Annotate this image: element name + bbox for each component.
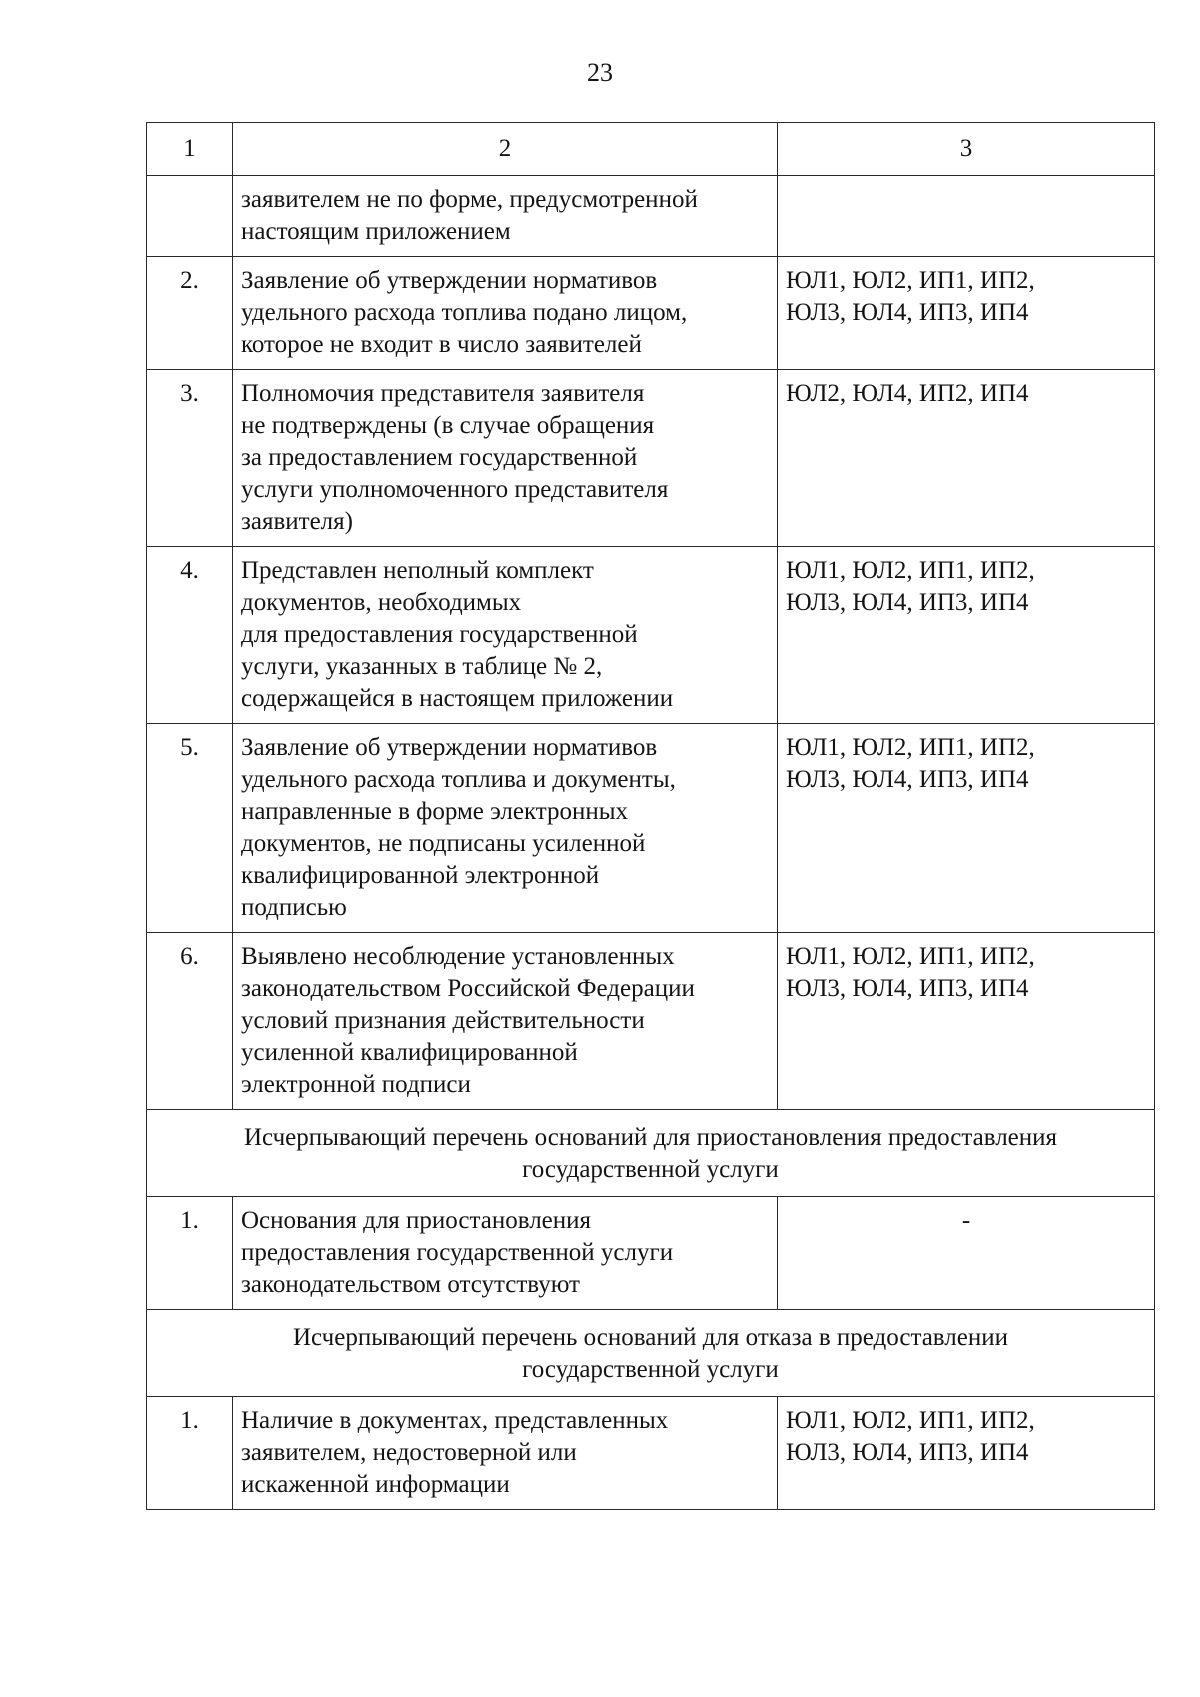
text-line: Выявлено несоблюдение установленных: [241, 943, 675, 970]
text-line: Полномочия представителя заявителя: [241, 380, 645, 407]
heading-line: Исчерпывающий перечень оснований для приостановления предоставления: [243, 1124, 1058, 1151]
text-line: удельного расхода топлива и документы,: [241, 766, 676, 793]
section-heading-refusal: [147, 1310, 1155, 1397]
row-text: [233, 176, 778, 257]
row-text: [233, 933, 778, 1110]
text-line: электронной подписи: [241, 1071, 471, 1098]
table-row: [147, 1397, 1155, 1510]
text-line: Основания для приостановления: [241, 1207, 592, 1234]
row-codes: -: [778, 1197, 1155, 1310]
text-line: заявителем не по форме, предусмотренной: [241, 186, 698, 213]
row-text: [233, 724, 778, 933]
row-codes: [778, 724, 1155, 933]
row-text: [233, 547, 778, 724]
row-text: [233, 1397, 778, 1510]
heading-line: Исчерпывающий перечень оснований для отказа в предоставлении: [293, 1324, 1008, 1351]
heading-line: государственной услуги: [522, 1156, 779, 1183]
codes-line: ЮЛ3, ЮЛ4, ИП3, ИП4: [786, 299, 1029, 326]
row-codes: [778, 257, 1155, 370]
row-number: 5.: [147, 724, 233, 933]
text-line: для предоставления государственной: [241, 621, 638, 648]
text-line: Заявление об утверждении нормативов: [241, 734, 658, 761]
row-codes: [778, 176, 1155, 257]
text-line: заявителем, недостоверной или: [241, 1439, 577, 1466]
row-text: [233, 370, 778, 547]
text-line: документов, не подписаны усиленной: [241, 830, 646, 857]
grounds-table: [146, 122, 1155, 1510]
table-row: [147, 724, 1155, 933]
row-text: [233, 1197, 778, 1310]
row-codes: [778, 1397, 1155, 1510]
table-row: [147, 176, 1155, 257]
codes-line: ЮЛ3, ЮЛ4, ИП3, ИП4: [786, 1439, 1029, 1466]
row-codes: [778, 547, 1155, 724]
codes-line: ЮЛ1, ЮЛ2, ИП1, ИП2,: [786, 1407, 1035, 1434]
text-line: настоящим приложением: [241, 218, 511, 245]
table-row: [147, 1197, 1155, 1310]
table-row: [147, 547, 1155, 724]
text-line: содержащейся в настоящем приложении: [241, 685, 674, 712]
text-line: усиленной квалифицированной: [241, 1039, 578, 1066]
column-header-2: 2: [233, 123, 778, 176]
text-line: услуги уполномоченного представителя: [241, 476, 669, 503]
row-number: 1.: [147, 1197, 233, 1310]
table-row: [147, 257, 1155, 370]
text-line: за предоставлением государственной: [241, 444, 638, 471]
codes-line: ЮЛ2, ЮЛ4, ИП2, ИП4: [786, 380, 1029, 407]
row-number: 1.: [147, 1397, 233, 1510]
row-number: 2.: [147, 257, 233, 370]
row-number: 6.: [147, 933, 233, 1110]
text-line: не подтверждены (в случае обращения: [241, 412, 655, 439]
page-number: 23: [587, 58, 613, 87]
text-line: услуги, указанных в таблице № 2,: [241, 653, 603, 680]
row-number: 4.: [147, 547, 233, 724]
text-line: условий признания действительности: [241, 1007, 645, 1034]
codes-line: ЮЛ3, ЮЛ4, ИП3, ИП4: [786, 766, 1029, 793]
section-heading-suspension: [147, 1110, 1155, 1197]
codes-line: ЮЛ3, ЮЛ4, ИП3, ИП4: [786, 975, 1029, 1002]
text-line: искаженной информации: [241, 1471, 510, 1498]
column-header-3: 3: [778, 123, 1155, 176]
heading-line: государственной услуги: [522, 1356, 779, 1383]
row-codes: [778, 933, 1155, 1110]
text-line: удельного расхода топлива подано лицом,: [241, 299, 688, 326]
table-row: [147, 370, 1155, 547]
text-line: которое не входит в число заявителей: [241, 331, 642, 358]
row-text: [233, 257, 778, 370]
text-line: законодательством Российской Федерации: [241, 975, 695, 1002]
text-line: квалифицированной электронной: [241, 862, 600, 889]
codes-line: ЮЛ1, ЮЛ2, ИП1, ИП2,: [786, 734, 1035, 761]
codes-line: ЮЛ3, ЮЛ4, ИП3, ИП4: [786, 589, 1029, 616]
row-codes: [778, 370, 1155, 547]
text-line: документов, необходимых: [241, 589, 522, 616]
codes-line: ЮЛ1, ЮЛ2, ИП1, ИП2,: [786, 267, 1035, 294]
text-line: направленные в форме электронных: [241, 798, 629, 825]
text-line: Представлен неполный комплект: [241, 557, 594, 584]
text-line: предоставления государственной услуги: [241, 1239, 674, 1266]
text-line: законодательством отсутствуют: [241, 1271, 580, 1298]
section-heading: [147, 1310, 1155, 1397]
text-line: Заявление об утверждении нормативов: [241, 267, 658, 294]
text-line: заявителя): [241, 508, 353, 535]
table-row: [147, 933, 1155, 1110]
section-heading: [147, 1110, 1155, 1197]
text-line: подписью: [241, 894, 347, 921]
row-number: 3.: [147, 370, 233, 547]
column-header-1: 1: [147, 123, 233, 176]
codes-line: ЮЛ1, ЮЛ2, ИП1, ИП2,: [786, 943, 1035, 970]
row-number: [147, 176, 233, 257]
table-header-row: [147, 123, 1155, 176]
codes-line: ЮЛ1, ЮЛ2, ИП1, ИП2,: [786, 557, 1035, 584]
text-line: Наличие в документах, представленных: [241, 1407, 669, 1434]
